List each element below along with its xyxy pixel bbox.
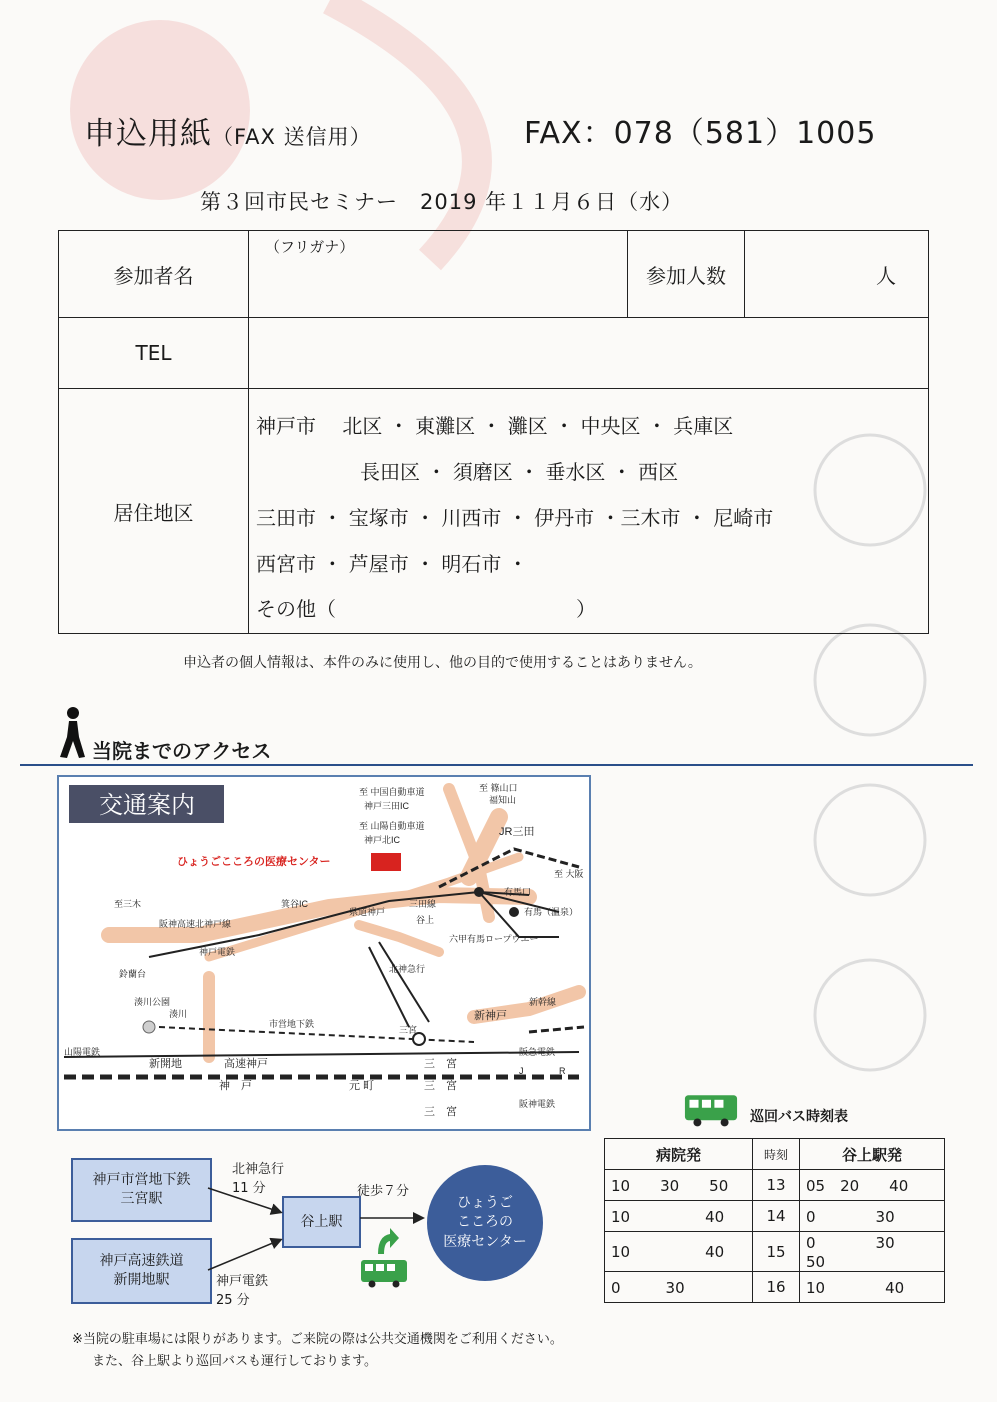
bus-cell: 10 40 [800, 1272, 945, 1303]
parking-note: ※当院の駐車場には限りがあります。ご来院の際は公共交通機関をご利用ください。 [72, 1332, 563, 1347]
map-label: 神 戸 [219, 1080, 252, 1092]
flow-subway-sannomiya: 神戸市営地下鉄 三宮駅 [71, 1158, 212, 1222]
map-label: 阪神高速北神戸線 [159, 919, 232, 929]
map-label: 三 宮 [424, 1106, 457, 1118]
bus-header-station: 谷上駅発 [800, 1139, 945, 1170]
form-title-text: 申込用紙 [84, 116, 212, 152]
flow-label-walk: 徒歩７分 [357, 1184, 410, 1199]
map-label: 神戸北IC [364, 835, 401, 845]
bus-header-hour: 時刻 [753, 1139, 800, 1170]
green-arrow-icon [374, 1226, 400, 1256]
name-label: 参加者名 [59, 231, 249, 318]
map-label: 新開地 [149, 1058, 182, 1070]
flow-label-hokushin: 北神急行 11 分 [232, 1162, 285, 1196]
flow-hospital-circle: ひょうご こころの 医療センター [427, 1165, 543, 1281]
bus-cell: 15 [753, 1232, 800, 1272]
map-label: 三 宮 [424, 1058, 457, 1070]
flow-kobe-kosoku-shinkaichi: 神戸高速鉄道 新開地駅 [71, 1238, 212, 1304]
map-label: 六甲有馬ロープウエー [449, 934, 539, 944]
transit-map [57, 775, 591, 1131]
bus-cell: 13 [753, 1170, 800, 1201]
walking-person-icon [55, 707, 89, 759]
map-label: 阪神電鉄 [519, 1099, 556, 1109]
form-title-sub: （FAX 送信用） [212, 125, 372, 149]
table-row [605, 1170, 945, 1201]
table-row [605, 1232, 945, 1272]
bus-timetable-title: 巡回バス時刻表 [750, 1109, 848, 1125]
map-label: 新幹線 [529, 997, 557, 1007]
area-option-line[interactable]: 長田区 ・ 須磨区 ・ 垂水区 ・ 西区 [360, 460, 679, 484]
bus-timetable [604, 1138, 945, 1303]
map-drawing [59, 777, 589, 1129]
map-label: 湊川公園 [134, 997, 171, 1007]
map-label: 至 篠山口 [479, 783, 518, 793]
area-option-line[interactable]: 神戸市 北区 ・ 東灘区 ・ 灘区 ・ 中央区 ・ 兵庫区 [256, 414, 734, 438]
access-title: 当院までのアクセス [92, 739, 272, 763]
map-label: 県道神戸 [349, 907, 386, 917]
count-label: 参加人数 [628, 231, 745, 318]
count-unit: 人 [876, 263, 896, 288]
map-label: 山陽電鉄 [64, 1047, 101, 1057]
map-heading: 交通案内 [99, 792, 195, 819]
form-title [84, 108, 372, 153]
count-field[interactable] [745, 231, 929, 318]
map-label: 高速神戸 [224, 1058, 268, 1070]
furigana-label: （フリガナ） [265, 238, 355, 256]
map-label: 三田線 [409, 899, 437, 909]
map-label: 鈴蘭台 [119, 969, 147, 979]
map-label: 北神急行 [389, 964, 426, 974]
bus-cell: 14 [753, 1201, 800, 1232]
bus-cell: 0 30 50 [800, 1232, 945, 1272]
map-hospital-label: ひょうごこころの医療センター [177, 856, 331, 868]
map-label: 阪急電鉄 [519, 1047, 556, 1057]
table-row [605, 1272, 945, 1303]
map-label: 至三木 [114, 899, 142, 909]
map-label: 神戸電鉄 [199, 947, 236, 957]
tel-field[interactable] [249, 318, 929, 389]
map-label: 箕谷IC [281, 899, 309, 909]
map-label: 福知山 [489, 795, 517, 805]
map-label: 湊川 [169, 1009, 188, 1019]
bus-cell: 0 30 [800, 1201, 945, 1232]
tel-label: TEL [59, 318, 249, 389]
map-label: 至 中国自動車道 [359, 787, 425, 797]
privacy-note: 申込者の個人情報は、本件のみに使用し、他の目的で使用することはありません。 [183, 655, 702, 671]
bus-icon [683, 1093, 739, 1127]
map-label: 至 山陽自動車道 [359, 821, 425, 831]
bus-cell: 10 40 [605, 1232, 753, 1272]
section-divider [20, 764, 973, 766]
area-option-line[interactable]: その他（ ） [256, 597, 596, 621]
area-option-line[interactable]: 三田市 ・ 宝塚市 ・ 川西市 ・ 伊丹市 ・三木市 ・ 尼崎市 [256, 506, 774, 530]
fax-number: FAX：078（581）1005 [524, 116, 877, 151]
map-label: 三宮 [399, 1025, 418, 1035]
map-label: R [559, 1066, 566, 1076]
map-label: 元 町 [349, 1080, 375, 1092]
table-row [605, 1201, 945, 1232]
bus-cell: 10 40 [605, 1201, 753, 1232]
area-label: 居住地区 [59, 389, 249, 634]
flow-tanigami-station: 谷上駅 [282, 1196, 361, 1248]
flow-label-shintetsu: 神戸電鉄 25 分 [216, 1274, 269, 1308]
map-label: 市営地下鉄 [269, 1019, 315, 1029]
map-label: 有馬（温泉） [524, 907, 579, 917]
bus-cell: 10 30 50 [605, 1170, 753, 1201]
bus-note: また、谷上駅より巡回バスも運行しております。 [92, 1354, 377, 1369]
map-label: 新神戸 [474, 1010, 507, 1022]
map-label: 至 大阪 [554, 869, 584, 879]
seminar-info: 第３回市民セミナー 2019 年１１月６日（水） [200, 190, 684, 214]
bus-cell: 0 30 [605, 1272, 753, 1303]
map-label: J [519, 1066, 524, 1076]
map-label: 有馬口 [504, 887, 532, 897]
bus-cell: 05 20 40 [800, 1170, 945, 1201]
bus-header-hospital: 病院発 [605, 1139, 753, 1170]
bus-cell: 16 [753, 1272, 800, 1303]
map-label: 神戸三田IC [364, 801, 410, 811]
map-label: 三 宮 [424, 1080, 457, 1092]
area-option-line[interactable]: 西宮市 ・ 芦屋市 ・ 明石市 ・ [256, 552, 528, 576]
map-label: JR三田 [499, 826, 535, 838]
map-label: 谷上 [416, 915, 435, 925]
bus-icon [360, 1258, 408, 1288]
